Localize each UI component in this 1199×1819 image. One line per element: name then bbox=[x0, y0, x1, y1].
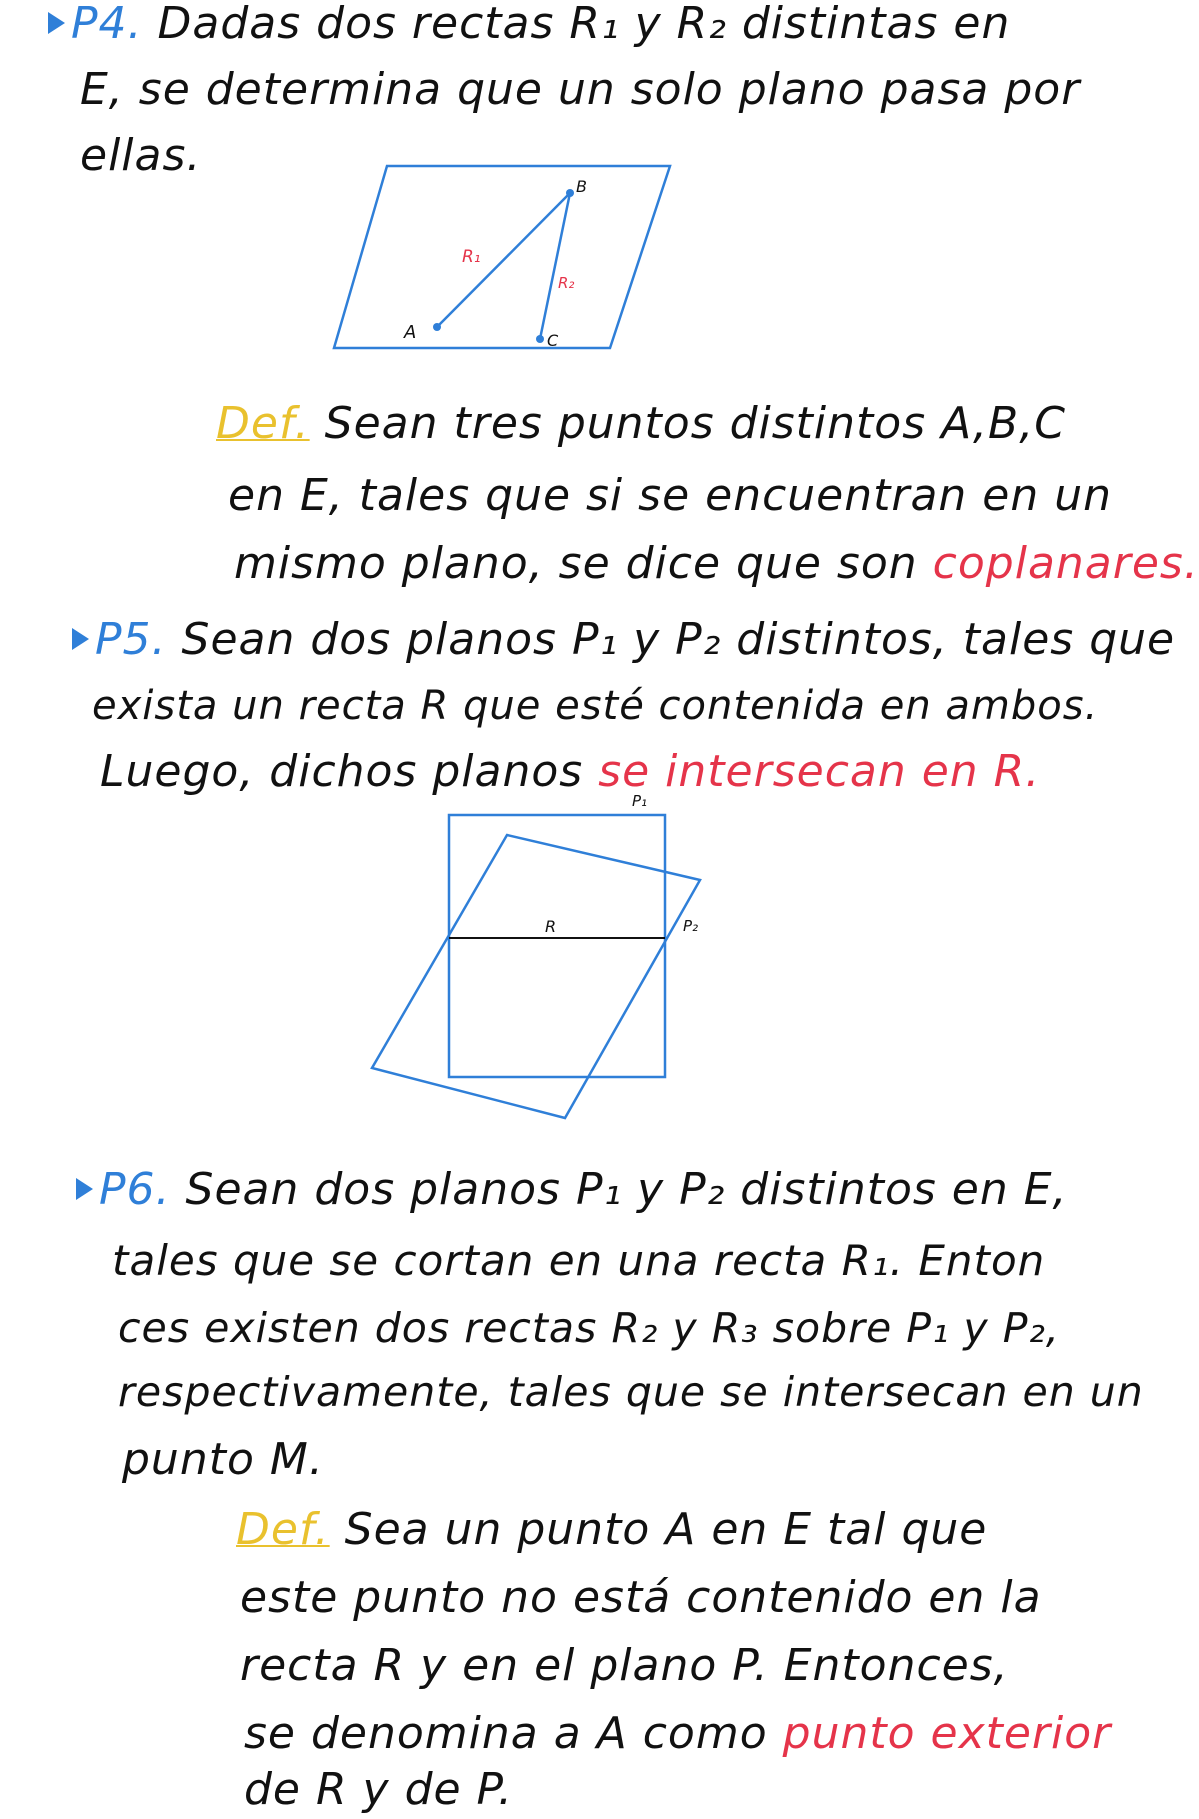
p5-line-2: exista un recta R que esté contenida en ambos. bbox=[92, 683, 1099, 729]
def1-label: Def. bbox=[216, 398, 310, 449]
label-r: R bbox=[545, 917, 557, 936]
p6-line-3: ces existen dos rectas R₂ y R₃ sobre P₁ y P₂, bbox=[118, 1304, 1060, 1352]
p5-number: P5. bbox=[95, 614, 167, 665]
def2-line-2: este punto no está contenido en la bbox=[240, 1572, 1042, 1623]
p4-line-2: E, se determina que un solo plano pasa por bbox=[80, 64, 1081, 115]
def2-text-1: Sea un punto A en E tal que bbox=[344, 1504, 988, 1555]
def2-line-1 bbox=[236, 1504, 988, 1555]
p4-text-1: Dadas dos rectas R₁ y R₂ distintas en bbox=[157, 0, 1011, 49]
label-r1: R₁ bbox=[462, 247, 481, 267]
label-c: C bbox=[547, 331, 559, 350]
def2-line-5: de R y de P. bbox=[244, 1764, 514, 1815]
def2-line-3: recta R y en el plano P. Entonces, bbox=[240, 1640, 1009, 1691]
def2-text-4: se denomina a A como bbox=[244, 1708, 768, 1759]
def1-text-3: mismo plano, se dice que son bbox=[234, 538, 918, 589]
p5-text-1: Sean dos planos P₁ y P₂ distintos, tales que bbox=[181, 614, 1176, 665]
p6-text-1: Sean dos planos P₁ y P₂ distintos en E, bbox=[185, 1164, 1068, 1215]
label-p1: P₁ bbox=[632, 792, 648, 810]
def2-line-4 bbox=[244, 1708, 1112, 1759]
plane-p2-outline bbox=[372, 835, 700, 1118]
p4-line-3: ellas. bbox=[80, 130, 202, 181]
p5-highlight: se intersecan en R. bbox=[598, 746, 1041, 797]
def2-highlight: punto exterior bbox=[782, 1708, 1112, 1759]
p6-line-2: tales que se cortan en una recta R₁. Enton bbox=[112, 1236, 1046, 1285]
bullet-triangle-icon bbox=[76, 1178, 93, 1200]
def1-text-1: Sean tres puntos distintos A,B,C bbox=[324, 398, 1066, 449]
def2-label: Def. bbox=[236, 1504, 330, 1555]
def1-highlight: coplanares. bbox=[932, 538, 1199, 589]
plane-p1-outline bbox=[449, 815, 665, 1077]
p6-line-5: punto M. bbox=[122, 1434, 324, 1485]
p6-line-4: respectivamente, tales que se intersecan en un bbox=[118, 1368, 1144, 1416]
p4-number: P4. bbox=[71, 0, 143, 49]
p6-line-1 bbox=[76, 1164, 1068, 1215]
def1-line-2: en E, tales que si se encuentran en un bbox=[228, 470, 1113, 521]
label-a: A bbox=[404, 322, 417, 343]
label-p2: P₂ bbox=[683, 917, 699, 935]
label-b: B bbox=[576, 177, 587, 196]
p5-text-3: Luego, dichos planos bbox=[100, 746, 584, 797]
label-r2: R₂ bbox=[558, 274, 575, 292]
p6-number: P6. bbox=[99, 1164, 171, 1215]
